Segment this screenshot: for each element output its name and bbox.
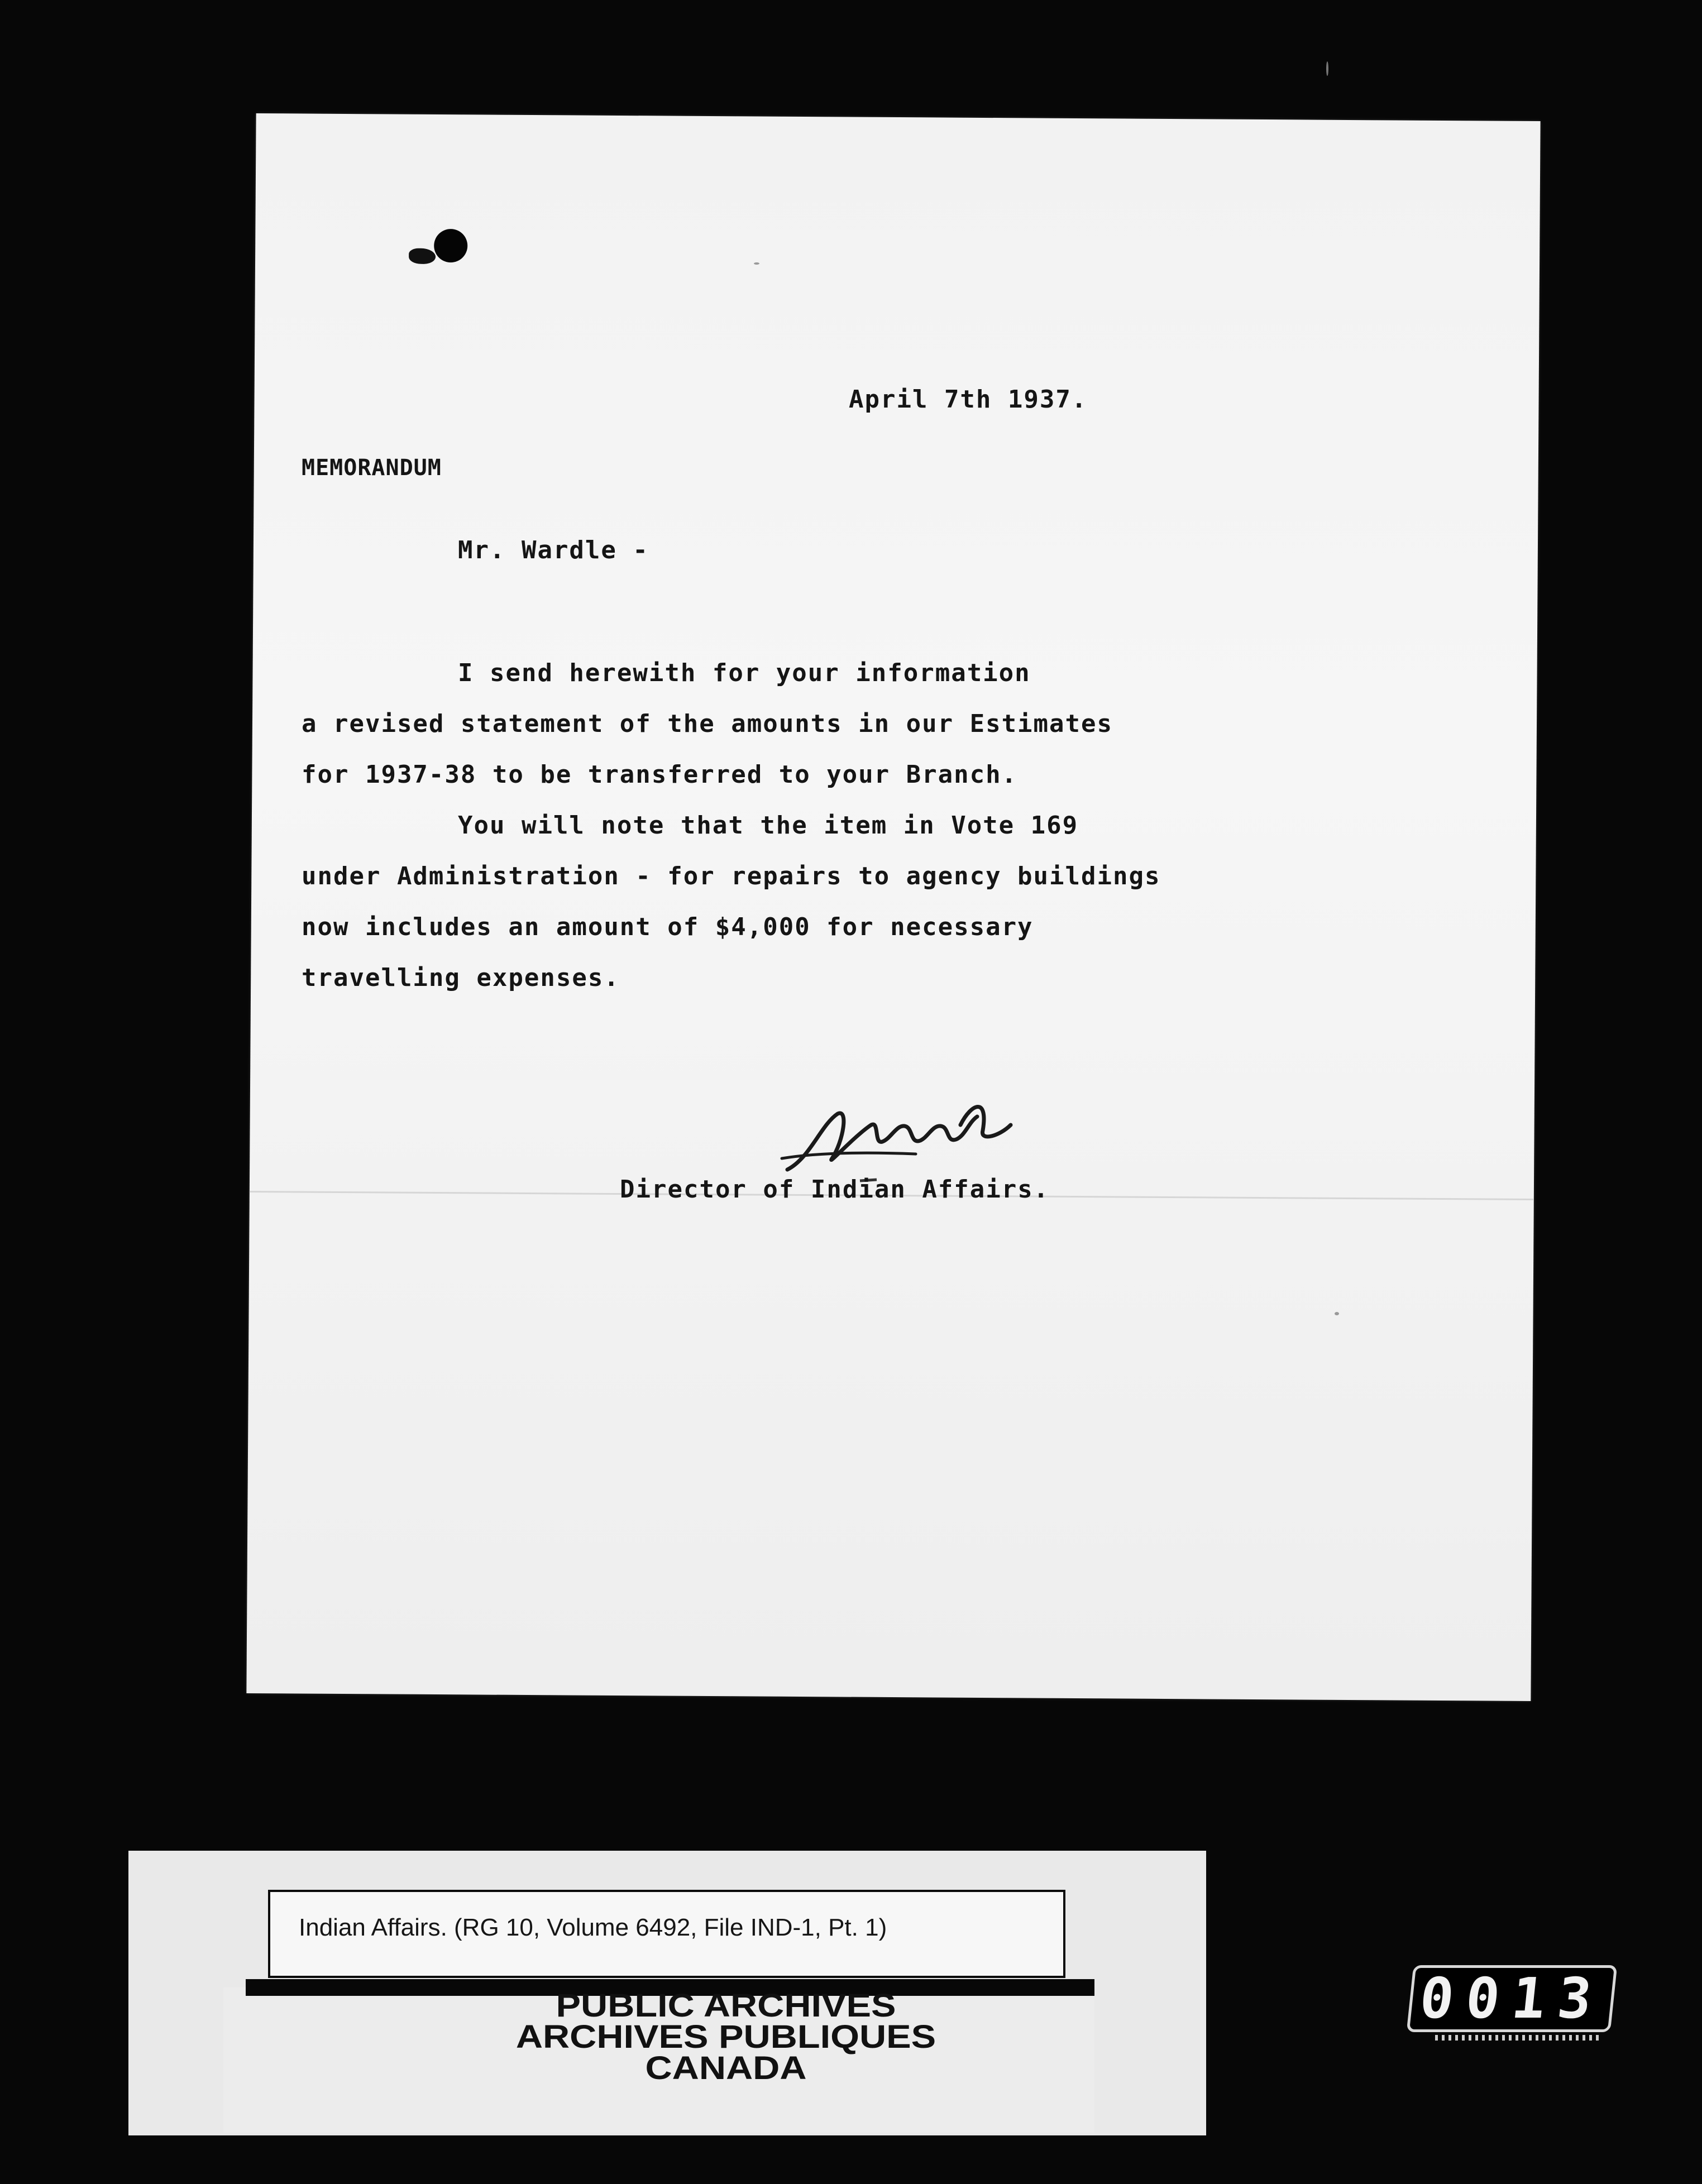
- archives-line: ARCHIVES PUBLIQUES: [515, 2019, 936, 2055]
- handwritten-signature: [776, 1091, 1022, 1186]
- memo-body-line: under Administration - for repairs to agency buildings: [302, 862, 1161, 890]
- memo-body-line: You will note that the item in Vote 169: [458, 811, 1079, 840]
- dust-speck: [1326, 61, 1328, 76]
- memo-body-line: now includes an amount of $4,000 for necessary: [302, 913, 1034, 941]
- archives-stamp: [405, 1987, 1047, 2086]
- memo-body-line: travelling expenses.: [302, 964, 620, 992]
- archives-line: CANADA: [645, 2050, 807, 2086]
- memo-body-line: for 1937-38 to be transferred to your Branch.: [302, 760, 1018, 789]
- dust-speck: [1335, 1312, 1339, 1315]
- archives-line: PUBLIC ARCHIVES: [556, 1987, 896, 2024]
- memo-body-line: a revised statement of the amounts in our Estimates: [302, 710, 1113, 738]
- memo-body-line: I send herewith for your information: [458, 659, 1031, 687]
- punch-mark: [409, 248, 436, 264]
- signature-title: Director of Indian Affairs.: [620, 1175, 1050, 1204]
- memo-date: April 7th 1937.: [849, 385, 1088, 414]
- frame-counter-ticks: [1435, 2035, 1603, 2041]
- memo-heading: MEMORANDUM: [302, 455, 442, 481]
- dust-speck: [754, 262, 759, 265]
- memo-body: [302, 648, 1160, 1003]
- archive-citation: Indian Affairs. (RG 10, Volume 6492, File IND-1, Pt. 1): [299, 1914, 887, 1941]
- punch-hole: [434, 229, 467, 262]
- frame-counter: 0013: [1407, 1965, 1618, 2032]
- memo-addressee: Mr. Wardle -: [458, 536, 649, 564]
